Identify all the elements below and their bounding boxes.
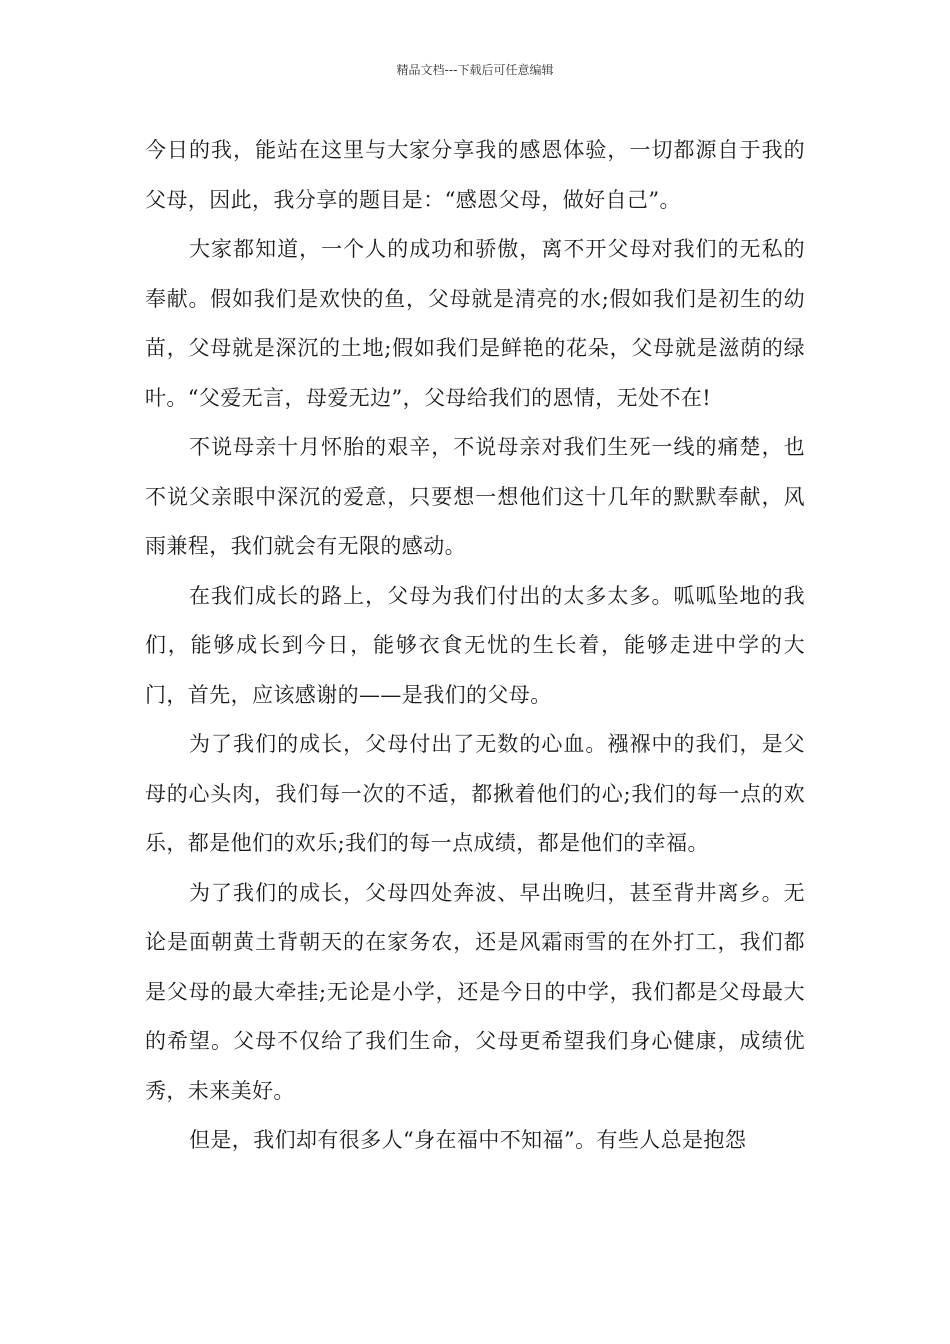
paragraph-1: 今日的我，能站在这里与大家分享我的感恩体验，一切都源自于我的父母，因此，我分享的题目是：“感恩父母，做好自己”。 <box>145 138 805 212</box>
paragraph-7: 但是，我们却有很多人“身在福中不知福”。有些人总是抱怨 <box>189 1128 747 1152</box>
paragraph-5: 为了我们的成长，父母付出了无数的心血。襁褓中的我们，是父母的心头肉，我们每一次的不适，都揪着他们的心;我们的每一点的欢乐，都是他们的欢乐;我们的每一点成绩，都是他们的幸福。 <box>145 732 805 855</box>
paragraph-2: 大家都知道，一个人的成功和骄傲，离不开父母对我们的无私的奉献。假如我们是欢快的鱼，父母就是清亮的水;假如我们是初生的幼苗，父母就是深沉的土地;假如我们是鲜艳的花朵，父母就是滋荫的绿叶。“父爱无言，母爱无边”，父母给我们的恩情，无处不在! <box>145 237 805 410</box>
page-header: 精品文档---下载后可任意编辑 <box>396 63 554 77</box>
paragraph-6: 为了我们的成长，父母四处奔波、早出晚归，甚至背井离乡。无论是面朝黄土背朝天的在家务农，还是风霜雨雪的在外打工，我们都是父母的最大牵挂;无论是小学，还是今日的中学，我们都是父母最大的希望。父母不仅给了我们生命，父母更希望我们身心健康，成绩优秀，未来美好。 <box>145 880 805 1103</box>
paragraph-3: 不说母亲十月怀胎的艰辛，不说母亲对我们生死一线的痛楚，也不说父亲眼中深沉的爱意，只要想一想他们这十几年的默默奉献，风雨兼程，我们就会有无限的感动。 <box>145 435 805 558</box>
paragraph-4: 在我们成长的路上，父母为我们付出的太多太多。呱呱坠地的我们，能够成长到今日，能够衣食无忧的生长着，能够走进中学的大门，首先，应该感谢的——是我们的父母。 <box>145 583 805 707</box>
document-body <box>145 126 805 1166</box>
